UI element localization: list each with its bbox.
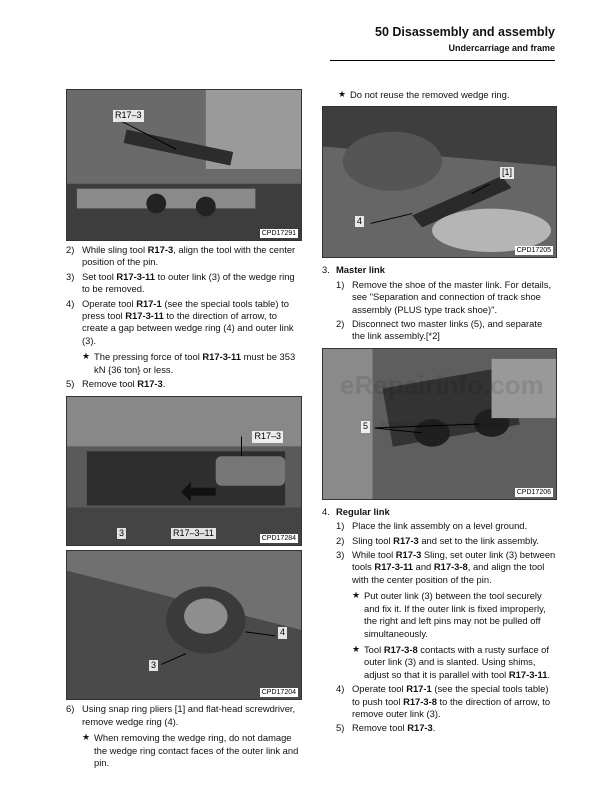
photo-graphic [67, 397, 301, 545]
photo-code: CPD17284 [261, 535, 296, 543]
master-step-1 [322, 279, 557, 316]
star-icon: ★ [352, 590, 361, 601]
step-text: Using snap ring pliers [1] and flat-head screwdriver, remove wedge ring (4). [82, 703, 296, 727]
star-icon: ★ [338, 89, 347, 99]
step-6 [66, 703, 302, 728]
note-text: Tool R17-3-8 contacts with a rusty surface of outer link (3) and is slanted. Using shims, adjust so that it is parallel with tool R17-3-11. [364, 643, 551, 680]
step-number: 4) [336, 683, 345, 695]
note-do-not-reuse [322, 89, 557, 101]
note-text: When removing the wedge ring, do not damage the wedge ring contact faces of the outer link and pin. [94, 732, 299, 769]
right-column [322, 89, 557, 735]
step-number: 1) [336, 520, 345, 532]
step-text: While sling tool R17-3, align the tool with the center position of the pin. [82, 244, 296, 268]
note-pressing-force [66, 351, 302, 376]
star-icon: ★ [82, 351, 91, 362]
step-5 [66, 378, 302, 390]
step-text: Sling tool R17-3 and set to the link assembly. [352, 534, 539, 546]
regular-step-5 [322, 722, 557, 734]
section-heading: Regular link [336, 505, 390, 517]
watermark: eRepairinfo.com [340, 370, 544, 400]
regular-step-3 [322, 549, 557, 586]
photo-code: CPD17205 [516, 247, 551, 255]
step-3 [66, 271, 302, 296]
callout-master-links: 5 [363, 420, 369, 431]
star-icon: ★ [352, 643, 361, 654]
photo-code: CPD17206 [516, 488, 551, 496]
note-text: The pressing force of tool R17-3-11 must be 353 kN {36 ton} or less. [94, 351, 296, 375]
photo-graphic [323, 107, 556, 257]
step-text: Remove the shoe of the master link. For details, see "Separation and connection of track shoe assembly (PLUS type track shoe)". [352, 278, 552, 315]
section-subtitle: Undercarriage and frame [448, 42, 555, 53]
page-header [375, 24, 555, 54]
step-text: Disconnect two master links (5), and separate the link assembly.[*2] [352, 318, 543, 342]
master-step-2 [322, 318, 557, 343]
step-2 [66, 244, 302, 269]
note-text: Do not reuse the removed wedge ring. [350, 89, 510, 100]
note-shims [322, 644, 557, 681]
section-title: 50 Disassembly and assembly [375, 25, 555, 39]
photo-code: CPD17204 [261, 689, 296, 697]
left-column [66, 89, 302, 770]
callout-outer-link: 3 [151, 659, 157, 670]
step-number: 3) [66, 270, 75, 282]
callout-wedge-ring: 4 [357, 215, 363, 226]
callout-outer-link: 3 [119, 527, 125, 538]
section-number: 3. [322, 264, 330, 276]
step-text: Operate tool R17-1 (see the special tools table) to press tool R17-3-11 to the direction of arrow, to create a gap between wedge ring (4) and outer link (3). [82, 297, 294, 346]
step-text: Remove tool R17-3. [352, 722, 436, 734]
regular-step-1 [322, 520, 557, 532]
master-link-steps [322, 279, 557, 343]
note-wedge-ring-care [66, 732, 302, 769]
callout-snap-ring-pliers: [1] [501, 167, 512, 178]
step-number: 1) [336, 278, 345, 290]
watermark-note: Watermark only on this sample [380, 420, 504, 430]
step-number: 2) [336, 318, 345, 330]
photo-cpd17204 [66, 550, 302, 700]
step-number: 2) [336, 534, 345, 546]
step-text: Operate tool R17-1 (see the special tools table) to push tool R17-3-8 to the direction of arrow, to remove outer link (3). [352, 683, 551, 719]
step-text: Remove tool R17-3. [82, 378, 166, 390]
section-regular-link [322, 506, 557, 518]
callout-wedge-ring: 4 [279, 627, 285, 638]
callout-tool: R17–3 [115, 110, 142, 120]
section-master-link [322, 264, 557, 276]
note-text: Put outer link (3) between the tool securely and fix it. If the outer link is fixed improperly, the right and left pins may not be pulled off simultaneously. [364, 590, 546, 639]
step-text: While tool R17-3 Sling, set outer link (3) between tools R17-3-11 and R17-3-8, and align the tool with the center position of the pin. [352, 549, 556, 585]
photo-cpd17284 [66, 396, 302, 546]
step-number: 5) [66, 378, 75, 390]
photo-cpd17291 [66, 89, 302, 241]
callout-tool-11: R17–3–11 [173, 527, 214, 538]
section-number: 4. [322, 505, 330, 517]
section-heading: Master link [336, 264, 385, 276]
regular-step-2 [322, 535, 557, 547]
steps-group-a [66, 244, 302, 390]
photo-cpd17205 [322, 106, 557, 258]
regular-link-steps [322, 520, 557, 735]
note-fix-outer-link [322, 590, 557, 640]
star-icon: ★ [82, 732, 91, 743]
header-rule [330, 60, 555, 61]
step-number: 5) [336, 722, 345, 734]
photo-graphic [67, 90, 301, 240]
step-number: 6) [66, 703, 75, 715]
step-number: 2) [66, 244, 75, 255]
callout-tool: R17–3 [254, 431, 281, 442]
step-4 [66, 298, 302, 348]
step-text: Place the link assembly on a level ground. [352, 520, 528, 532]
regular-step-4 [322, 683, 557, 720]
step-number: 3) [336, 549, 345, 561]
photo-code: CPD17291 [261, 229, 296, 237]
photo-graphic [67, 551, 301, 699]
step-number: 4) [66, 297, 75, 309]
step-text: Set tool R17-3-11 to outer link (3) of the wedge ring to be removed. [82, 270, 295, 295]
